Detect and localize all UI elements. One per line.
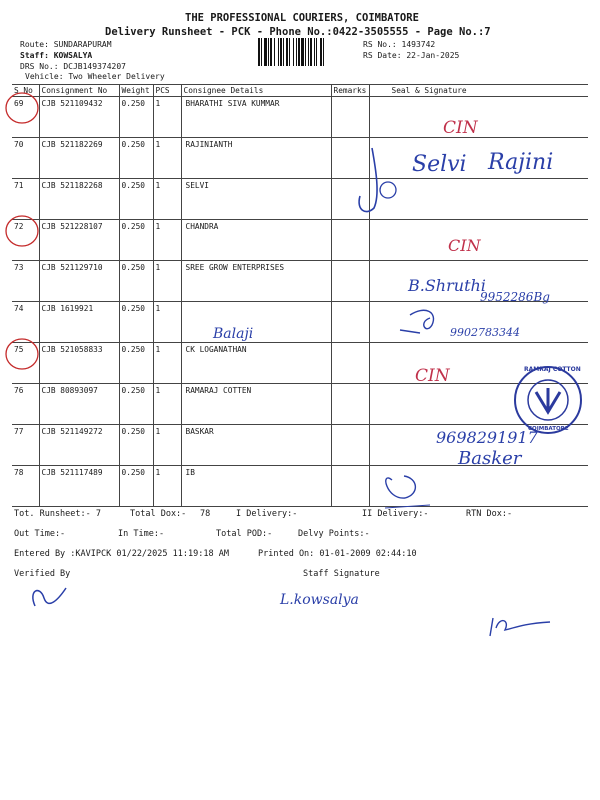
col-header-signature: Seal & Signature bbox=[369, 85, 588, 97]
tot-runsheet: Tot. Runsheet:- 7 bbox=[14, 509, 101, 519]
row-consignment-no: CJB 80893097 bbox=[39, 384, 119, 425]
row-pcs: 1 bbox=[153, 261, 181, 302]
handwriting-phone-2: 9902783344 bbox=[450, 326, 520, 339]
ramraj-stamp bbox=[515, 367, 581, 433]
row-weight: 0.250 bbox=[119, 179, 153, 220]
row-consignment-no: CJB 521182268 bbox=[39, 179, 119, 220]
row-weight: 0.250 bbox=[119, 97, 153, 138]
total-dox-label: Total Dox:- bbox=[130, 509, 187, 519]
row-sno: 69 bbox=[12, 97, 39, 138]
row-pcs: 1 bbox=[153, 138, 181, 179]
row-consignment-no: CJB 521129710 bbox=[39, 261, 119, 302]
rtn-dox-label: RTN Dox:- bbox=[466, 509, 513, 519]
row-consignee: SREE GROW ENTERPRISES bbox=[181, 261, 331, 302]
row-pcs: 1 bbox=[153, 302, 181, 343]
handwriting-phone-1: 9952286Bg bbox=[480, 290, 550, 304]
company-name: THE PROFESSIONAL COURIERS, COIMBATORE bbox=[185, 12, 419, 24]
ii-delivery-label: II Delivery:- bbox=[362, 509, 429, 519]
row-sno: 71 bbox=[12, 179, 39, 220]
row-consignee: BHARATHI SIVA KUMMAR bbox=[181, 97, 331, 138]
row-pcs: 1 bbox=[153, 384, 181, 425]
row-weight: 0.250 bbox=[119, 343, 153, 384]
rs-date: RS Date: 22-Jan-2025 bbox=[363, 51, 460, 60]
col-header-remarks: Remarks bbox=[331, 85, 369, 97]
row-consignment-no: CJB 521109432 bbox=[39, 97, 119, 138]
row-sno: 73 bbox=[12, 261, 39, 302]
row-consignee: SELVI bbox=[181, 179, 331, 220]
row-weight: 0.250 bbox=[119, 261, 153, 302]
row-consignment-no: CJB 521058833 bbox=[39, 343, 119, 384]
handwriting-cin-1: CIN bbox=[443, 118, 478, 138]
col-header-sno: S No bbox=[12, 85, 39, 97]
handwriting-bshruthi: B.Shruthi bbox=[408, 276, 486, 295]
col-header-weight: Weight bbox=[119, 85, 153, 97]
red-circle-72 bbox=[6, 216, 38, 246]
col-header-pcs: PCS bbox=[153, 85, 181, 97]
signature-scribble-j bbox=[359, 148, 377, 212]
row-consignee: CK LOGANATHAN bbox=[181, 343, 331, 384]
row-pcs: 1 bbox=[153, 179, 181, 220]
row-pcs: 1 bbox=[153, 466, 181, 507]
handwriting-basker: Basker bbox=[458, 448, 522, 469]
red-circle-69 bbox=[6, 93, 38, 123]
row-consignment-no: CJB 1619921 bbox=[39, 302, 119, 343]
row-consignee: BASKAR bbox=[181, 425, 331, 466]
entered-by: Entered By :KAVIPCK 01/22/2025 11:19:18 AM bbox=[14, 549, 229, 559]
row-sno: 75 bbox=[12, 343, 39, 384]
row-consignee: RAJINIANTH bbox=[181, 138, 331, 179]
runsheet-title: Delivery Runsheet - PCK - Phone No.:0422-3505555 - Page No.:7 bbox=[105, 26, 491, 38]
route-label: Route: SUNDARAPURAM bbox=[20, 40, 112, 49]
handwriting-selvi: Selvi bbox=[412, 152, 467, 177]
staff-signature-label: Staff Signature bbox=[303, 569, 380, 579]
i-delivery-label: I Delivery:- bbox=[236, 509, 298, 519]
row-consignment-no: CJB 521117489 bbox=[39, 466, 119, 507]
in-time-label: In Time:- bbox=[118, 529, 165, 539]
row-pcs: 1 bbox=[153, 343, 181, 384]
handwriting-rajini: Rajini bbox=[488, 150, 554, 175]
row-sno: 77 bbox=[12, 425, 39, 466]
total-pod-label: Total POD:- bbox=[216, 529, 273, 539]
row-consignment-no: CJB 521149272 bbox=[39, 425, 119, 466]
printed-on: Printed On: 01-01-2009 02:44:10 bbox=[258, 549, 417, 559]
out-time-label: Out Time:- bbox=[14, 529, 66, 539]
row-weight: 0.250 bbox=[119, 302, 153, 343]
staff-label: Staff: KOWSALYA bbox=[20, 51, 93, 60]
row-pcs: 1 bbox=[153, 220, 181, 261]
staff-signature-mark bbox=[490, 618, 550, 636]
row-weight: 0.250 bbox=[119, 466, 153, 507]
row-weight: 0.250 bbox=[119, 384, 153, 425]
red-circle-75 bbox=[6, 339, 38, 369]
col-header-consignment: Consignment No bbox=[39, 85, 119, 97]
verified-signature bbox=[33, 588, 66, 606]
row-sno: 74 bbox=[12, 302, 39, 343]
verified-by-label: Verified By bbox=[14, 569, 71, 579]
row-consignee: IB bbox=[181, 466, 331, 507]
row-consignment-no: CJB 521228107 bbox=[39, 220, 119, 261]
handwriting-balaji: Balaji bbox=[213, 326, 254, 342]
row-sno: 76 bbox=[12, 384, 39, 425]
row-weight: 0.250 bbox=[119, 138, 153, 179]
row-sno: 78 bbox=[12, 466, 39, 507]
row-pcs: 1 bbox=[153, 425, 181, 466]
row-pcs: 1 bbox=[153, 97, 181, 138]
total-dox-value: 78 bbox=[200, 509, 211, 519]
drs-number: DRS No.: DCJB149374207 bbox=[20, 62, 126, 71]
row-weight: 0.250 bbox=[119, 425, 153, 466]
col-header-consignee: Consignee Details bbox=[181, 85, 331, 97]
row-sno: 70 bbox=[12, 138, 39, 179]
stamp-text-top: RAMRAJ COTTON bbox=[524, 366, 581, 373]
handwriting-cin-2: CIN bbox=[448, 236, 481, 255]
stamp-text-bottom: COIMBATORE bbox=[528, 426, 569, 432]
rs-number: RS No.: 1493742 bbox=[363, 40, 436, 49]
handwriting-cin-3: CIN bbox=[415, 366, 450, 386]
row-consignee: CHANDRA bbox=[181, 220, 331, 261]
delvy-points-label: Delvy Points:- bbox=[298, 529, 370, 539]
row-consignment-no: CJB 521182269 bbox=[39, 138, 119, 179]
vehicle-label: Vehicle: Two Wheeler Delivery bbox=[25, 72, 165, 81]
row-weight: 0.250 bbox=[119, 220, 153, 261]
handwriting-kowsalya: L.kowsalya bbox=[280, 592, 359, 608]
handwriting-phone-3: 9698291917 bbox=[436, 428, 538, 447]
row-sno: 72 bbox=[12, 220, 39, 261]
row-consignee: RAMARAJ COTTEN bbox=[181, 384, 331, 425]
